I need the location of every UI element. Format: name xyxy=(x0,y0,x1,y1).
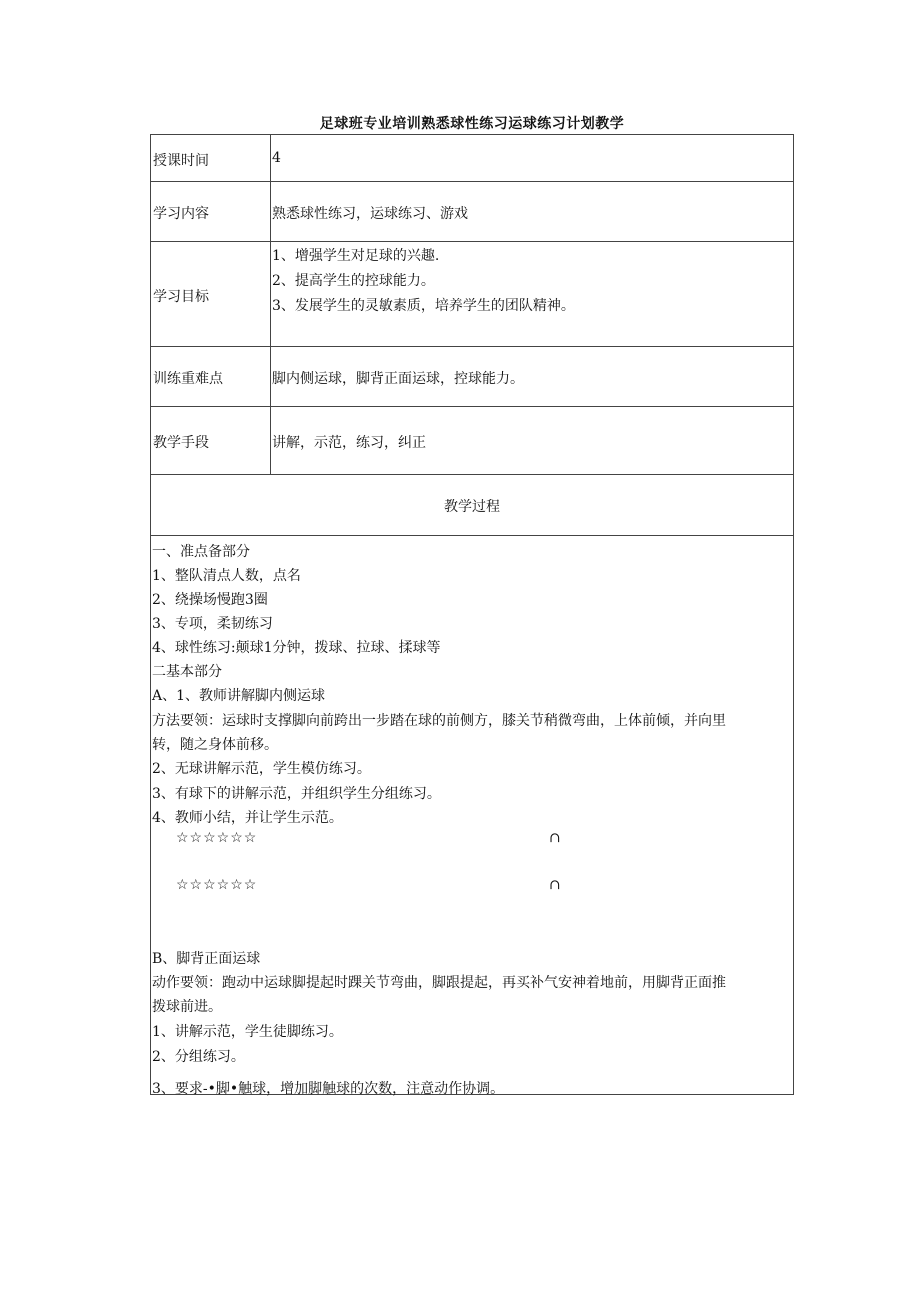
row-divider xyxy=(150,346,794,347)
process-line: 1、讲解示范，学生徒脚练习。 xyxy=(152,1024,343,1040)
process-line: 2、无球讲解示范，学生模仿练习。 xyxy=(152,761,371,777)
document-title: 足球班专业培训熟悉球性练习运球练习计划教学 xyxy=(319,116,625,132)
row-divider xyxy=(150,406,794,407)
time-value: 4 xyxy=(272,150,281,166)
student-formation-stars: ☆☆☆☆☆☆ xyxy=(176,830,258,846)
goals-label: 学习目标 xyxy=(153,289,209,305)
process-title: 教学过程 xyxy=(444,499,500,515)
column-divider xyxy=(270,134,271,474)
process-line: 1、整队清点人数，点名 xyxy=(152,568,301,584)
row-divider xyxy=(150,181,794,182)
method-label: 教学手段 xyxy=(153,435,209,451)
difficulty-value: 脚内侧运球，脚背正面运球，控球能力。 xyxy=(272,371,524,387)
process-line: 二基本部分 xyxy=(152,664,222,680)
process-line: 2、分组练习。 xyxy=(152,1049,245,1065)
process-line: B、脚背正面运球 xyxy=(152,951,261,967)
cone-marker: ∩ xyxy=(549,877,561,893)
process-line: 4、球性练习:颠球1分钟，拨球、拉球、揉球等 xyxy=(152,640,441,656)
content-value: 熟悉球性练习，运球练习、游戏 xyxy=(272,206,468,222)
process-line: A、1、教师讲解脚内侧运球 xyxy=(152,688,326,704)
process-line: 3、专项，柔韧练习 xyxy=(152,616,273,632)
student-formation-stars: ☆☆☆☆☆☆ xyxy=(176,877,258,893)
row-divider xyxy=(150,474,794,475)
method-value: 讲解，示范，练习，纠正 xyxy=(272,435,426,451)
row-divider xyxy=(150,535,794,536)
process-line: 一、准点备部分 xyxy=(152,544,250,560)
process-line: 4、教师小结，并让学生示范。 xyxy=(152,810,343,826)
content-label: 学习内容 xyxy=(153,206,209,222)
process-line: 方法要领：运球时支撑脚向前跨出一步踏在球的前侧方，膝关节稍微弯曲，上体前倾，并向里 xyxy=(152,713,726,729)
cone-marker: ∩ xyxy=(549,830,561,846)
goal-item: 1、增强学生对足球的兴趣. xyxy=(272,248,440,264)
goal-item: 3、发展学生的灵敏素质，培养学生的团队精神。 xyxy=(272,298,575,314)
process-line: 2、绕操场慢跑3圈 xyxy=(152,592,268,608)
process-line: 转，随之身体前移。 xyxy=(152,737,278,753)
process-line: 拨球前进。 xyxy=(152,999,222,1015)
time-label: 授课时间 xyxy=(153,153,209,169)
difficulty-label: 训练重难点 xyxy=(153,371,223,387)
process-line: 3、有球下的讲解示范，并组织学生分组练习。 xyxy=(152,786,441,802)
goal-item: 2、提高学生的控球能力。 xyxy=(272,273,435,289)
row-divider xyxy=(150,241,794,242)
process-line: 3、要求-•脚•触球，增加脚触球的次数，注意动作协调。 xyxy=(152,1081,505,1097)
process-line: 动作要领：跑动中运球脚提起时踝关节弯曲，脚跟提起，再买补气安神着地前，用脚背正面推 xyxy=(152,975,726,991)
